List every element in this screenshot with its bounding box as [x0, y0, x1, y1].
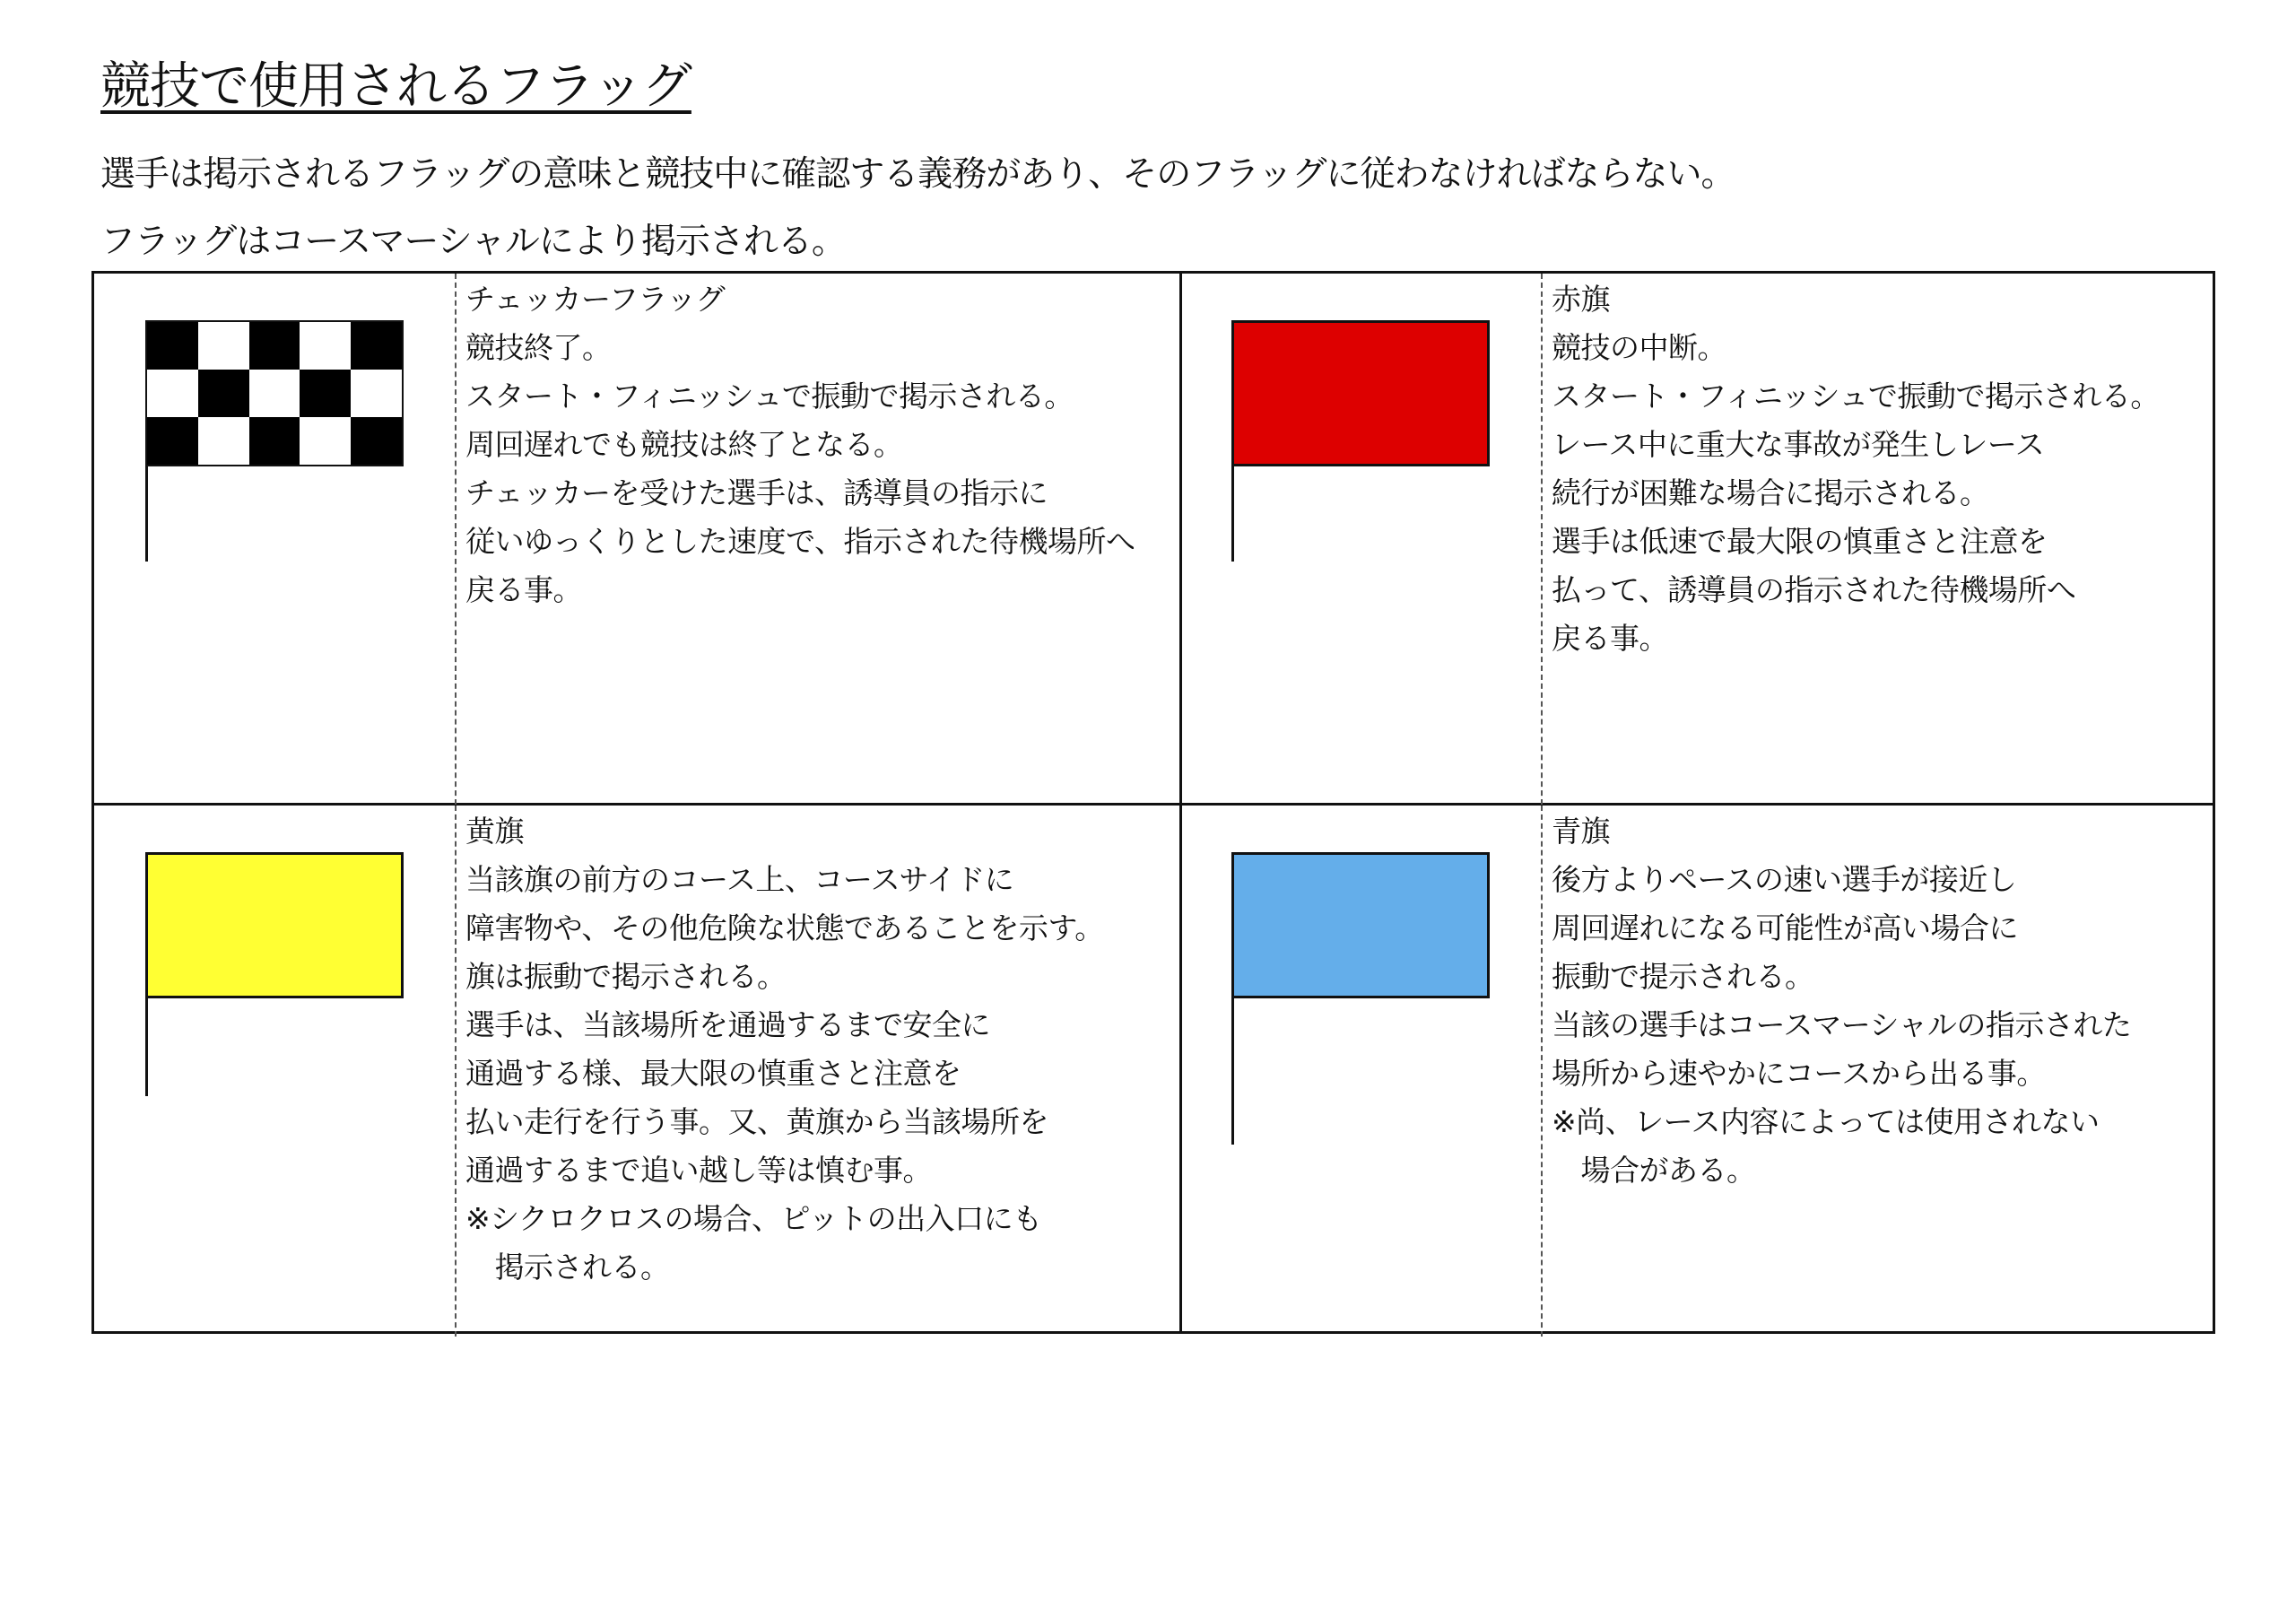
- description-line: 続行が困難な場合に掲示される。: [1552, 475, 1989, 510]
- flag-description: [1552, 807, 2131, 1195]
- flag-description: [465, 807, 1104, 1292]
- flag-cell-red: [1180, 274, 2213, 805]
- description-line: 掲示される。: [465, 1250, 670, 1285]
- description-line: 振動で提示される。: [1552, 959, 1814, 994]
- description-line: 払い走行を行う事。又、黄旗から当該場所を: [465, 1104, 1048, 1139]
- divider: [1541, 806, 1543, 1337]
- description-line: スタート・フィニッシュで振動で掲示される。: [1552, 379, 2160, 414]
- description-line: 通過するまで追い越し等は慎む事。: [465, 1153, 932, 1188]
- description-line: 戻る事。: [1552, 621, 1668, 656]
- blue-flag-icon: [1231, 852, 1490, 1145]
- flag-table: [91, 271, 2215, 1334]
- description-line: 払って、誘導員の指示された待機場所へ: [1552, 572, 2076, 607]
- red-flag-icon: [1231, 320, 1490, 562]
- checkered-flag-icon: [145, 320, 404, 562]
- description-line: 周回遅れでも競技は終了となる。: [465, 427, 903, 462]
- description-line: 旗は振動で掲示される。: [465, 959, 787, 994]
- divider: [455, 274, 457, 805]
- description-line: ※尚、レース内容によっては使用されない: [1552, 1104, 2100, 1139]
- flag-cell-blue: [1180, 806, 2213, 1337]
- description-line: レース中に重大な事故が発生しレース: [1552, 427, 2045, 462]
- flag-name: チェッカーフラッグ: [465, 282, 726, 317]
- description-line: 従いゆっくりとした速度で、指示された待機場所へ: [465, 524, 1135, 559]
- divider: [455, 806, 457, 1337]
- description-line: 当該旗の前方のコース上、コースサイドに: [465, 862, 1014, 897]
- description-line: 場合がある。: [1552, 1153, 1756, 1188]
- description-line: 後方よりペースの速い選手が接近し: [1552, 862, 2017, 897]
- description-line: 戻る事。: [465, 572, 582, 607]
- description-line: 競技終了。: [465, 330, 612, 365]
- divider: [1541, 274, 1543, 805]
- description-line: 場所から速やかにコースから出る事。: [1552, 1056, 2046, 1091]
- description-line: 当該の選手はコースマーシャルの指示された: [1552, 1007, 2132, 1042]
- description-line: 周回遅れになる可能性が高い場合に: [1552, 910, 2018, 945]
- yellow-flag-icon: [145, 852, 404, 1096]
- flag-description: [465, 275, 1135, 614]
- flag-cell-yellow: [94, 806, 1179, 1337]
- flag-description: [1552, 275, 2160, 663]
- flag-name: 黄旗: [465, 814, 524, 849]
- description-line: 通過する様、最大限の慎重さと注意を: [465, 1056, 961, 1091]
- page-title: 競技で使用されるフラッグ: [100, 57, 691, 116]
- flag-name: 赤旗: [1552, 282, 1610, 317]
- description-line: 障害物や、その他危険な状態であることを示す。: [465, 910, 1104, 945]
- description-line: 選手は、当該場所を通過するまで安全に: [465, 1007, 990, 1042]
- intro-line-1: 選手は掲示されるフラッグの意味と競技中に確認する義務があり、そのフラッグに従わなければならない。: [100, 154, 1735, 195]
- intro-line-2: フラッグはコースマーシャルにより掲示される。: [100, 222, 846, 262]
- description-line: 選手は低速で最大限の慎重さと注意を: [1552, 524, 2048, 559]
- description-line: スタート・フィニッシュで振動で掲示される。: [465, 379, 1074, 414]
- description-line: 競技の中断。: [1552, 330, 1726, 365]
- flag-name: 青旗: [1552, 814, 1610, 849]
- description-line: ※シクロクロスの場合、ピットの出入口にも: [465, 1201, 1042, 1236]
- flag-cell-checkered: [94, 274, 1179, 805]
- description-line: チェッカーを受けた選手は、誘導員の指示に: [465, 475, 1048, 510]
